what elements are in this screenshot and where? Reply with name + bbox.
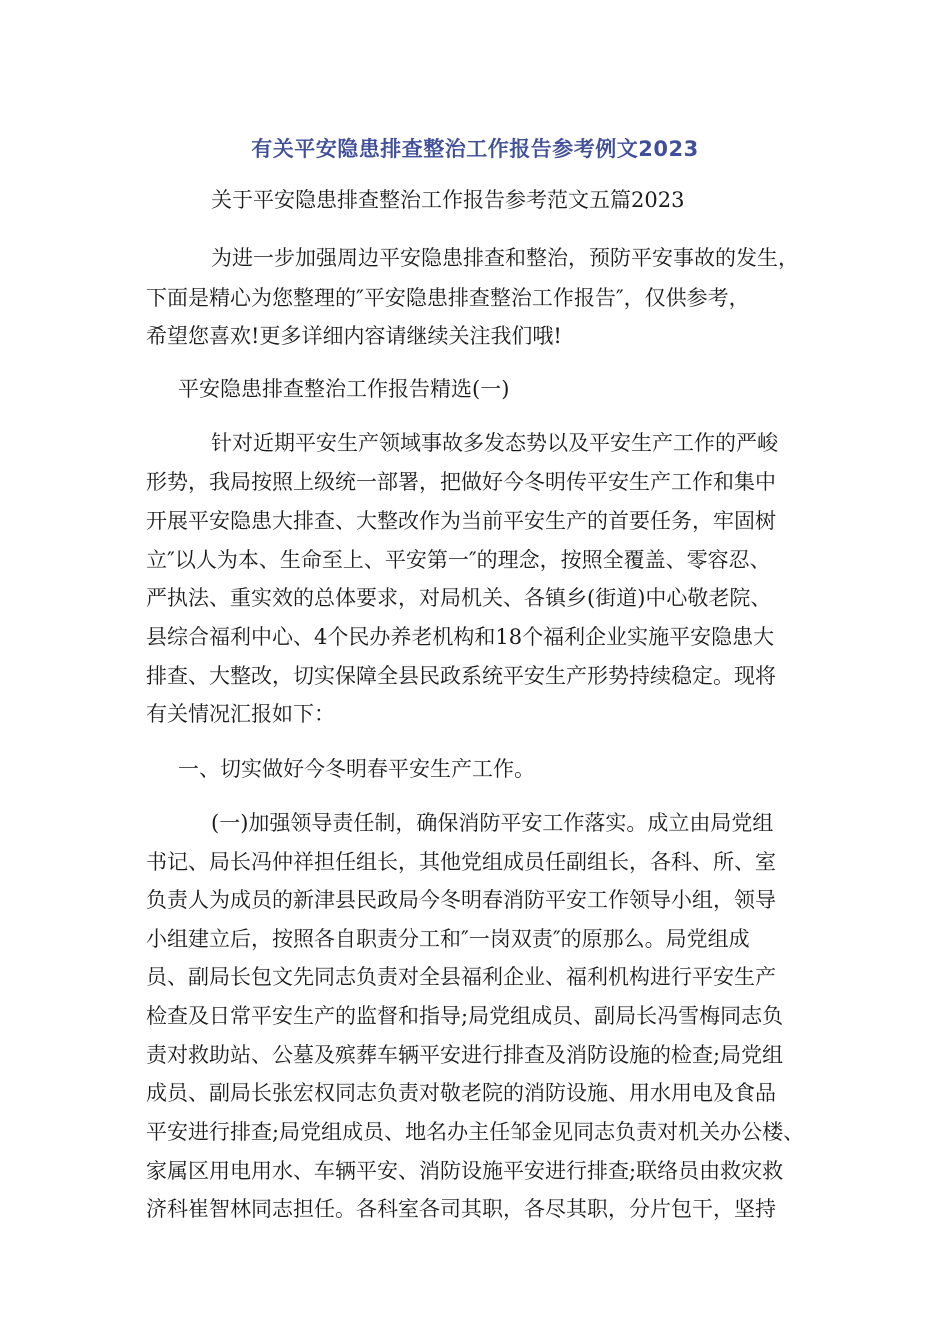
paragraph-line: 小组建立后，按照各自职责分工和″一岗双责″的原那么。局党组成 xyxy=(146,927,750,951)
document-title: 有关平安隐患排查整治工作报告参考例文2023 xyxy=(251,137,699,161)
paragraph-line: 平安进行排查;局党组成员、地名办主任邹金见同志负责对机关办公楼、 xyxy=(146,1120,805,1144)
section-heading: 平安隐患排查整治工作报告精选(一) xyxy=(178,377,510,401)
intro-line: 希望您喜欢!更多详细内容请继续关注我们哦! xyxy=(146,324,562,348)
paragraph-line: 县综合福利中心、4个民办养老机构和18个福利企业实施平安隐患大 xyxy=(146,625,775,649)
paragraph-line: 检查及日常平安生产的监督和指导;局党组成员、副局长冯雪梅同志负 xyxy=(146,1004,784,1028)
intro-line: 为进一步加强周边平安隐患排查和整治，预防平安事故的发生， xyxy=(211,246,799,270)
paragraph-line: 形势，我局按照上级统一部署，把做好今冬明传平安生产工作和集中 xyxy=(146,470,776,494)
paragraph-line: 员、副局长包文先同志负责对全县福利企业、福利机构进行平安生产 xyxy=(146,965,776,989)
paragraph-line: 针对近期平安生产领域事故多发态势以及平安生产工作的严峻 xyxy=(211,431,778,455)
paragraph-line: 济科崔智林同志担任。各科室各司其职，各尽其职，分片包干，坚持 xyxy=(146,1197,776,1221)
paragraph-line: 排查、大整改，切实保障全县民政系统平安生产形势持续稳定。现将 xyxy=(146,664,776,688)
paragraph-line: 开展平安隐患大排查、大整改作为当前平安生产的首要任务，牢固树 xyxy=(146,509,776,533)
paragraph-line: 有关情况汇报如下： xyxy=(146,702,335,726)
heading-one: 一、切实做好今冬明春平安生产工作。 xyxy=(178,757,535,781)
document-subtitle: 关于平安隐患排查整治工作报告参考范文五篇2023 xyxy=(211,188,685,212)
intro-line: 下面是精心为您整理的″平安隐患排查整治工作报告″，仅供参考， xyxy=(146,286,750,310)
paragraph-line: (一)加强领导责任制，确保消防平安工作落实。成立由局党组 xyxy=(211,811,774,835)
paragraph-line: 书记、局长冯仲祥担任组长，其他党组成员任副组长，各科、所、室 xyxy=(146,850,776,874)
paragraph-line: 负责人为成员的新津县民政局今冬明春消防平安工作领导小组，领导 xyxy=(146,888,776,912)
paragraph-line: 责对救助站、公墓及殡葬车辆平安进行排查及消防设施的检查;局党组 xyxy=(146,1043,784,1067)
paragraph-line: 家属区用电用水、车辆平安、消防设施平安进行排查;联络员由救灾救 xyxy=(146,1159,784,1183)
paragraph-line: 成员、副局长张宏权同志负责对敬老院的消防设施、用水用电及食品 xyxy=(146,1081,776,1105)
paragraph-line: 立″以人为本、生命至上、平安第一″的理念，按照全覆盖、零容忍、 xyxy=(146,548,771,572)
paragraph-line: 严执法、重实效的总体要求，对局机关、各镇乡(街道)中心敬老院、 xyxy=(146,586,772,610)
